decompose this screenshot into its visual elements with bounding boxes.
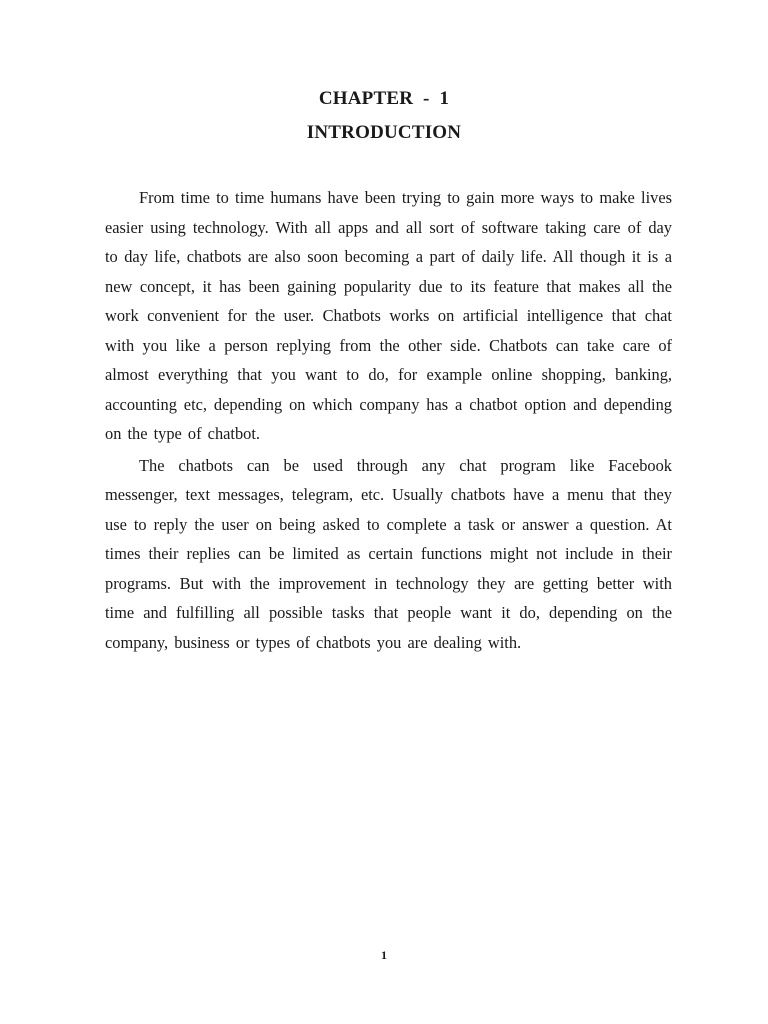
paragraph-1: From time to time humans have been trying to gain more ways to make lives easier using technology. With all apps and all sort of software taking care of day to day life, chatbots are also soon becoming a part of daily life. All though it is a new concept, it has been gaining popularity due to its feature that makes all the work convenient for the user. Chatbots works on artificial intelligence that chat with you like a person replying from the other side. Chatbots can take care of almost everything that you want to do, for example online shopping, banking, accounting etc, depending on which company has a chatbot option and depending on the type of chatbot. <box>105 188 672 443</box>
page-number: 1 <box>381 948 387 962</box>
chapter-label: CHAPTER - 1 <box>318 88 450 109</box>
chapter-title: INTRODUCTION <box>306 122 462 143</box>
paragraph-2: The chatbots can be used through any chat program like Facebook messenger, text messages, telegram, etc. Usually chatbots have a menu that they use to reply the user on being asked to complete a task or answer a question. At times their replies can be limited as certain functions might not include in their programs. But with the improvement in technology they are getting better with time and fulfilling all possible tasks that people want it do, depending on the company, business or types of chatbots you are dealing with. <box>105 455 672 652</box>
body-text <box>105 183 672 659</box>
